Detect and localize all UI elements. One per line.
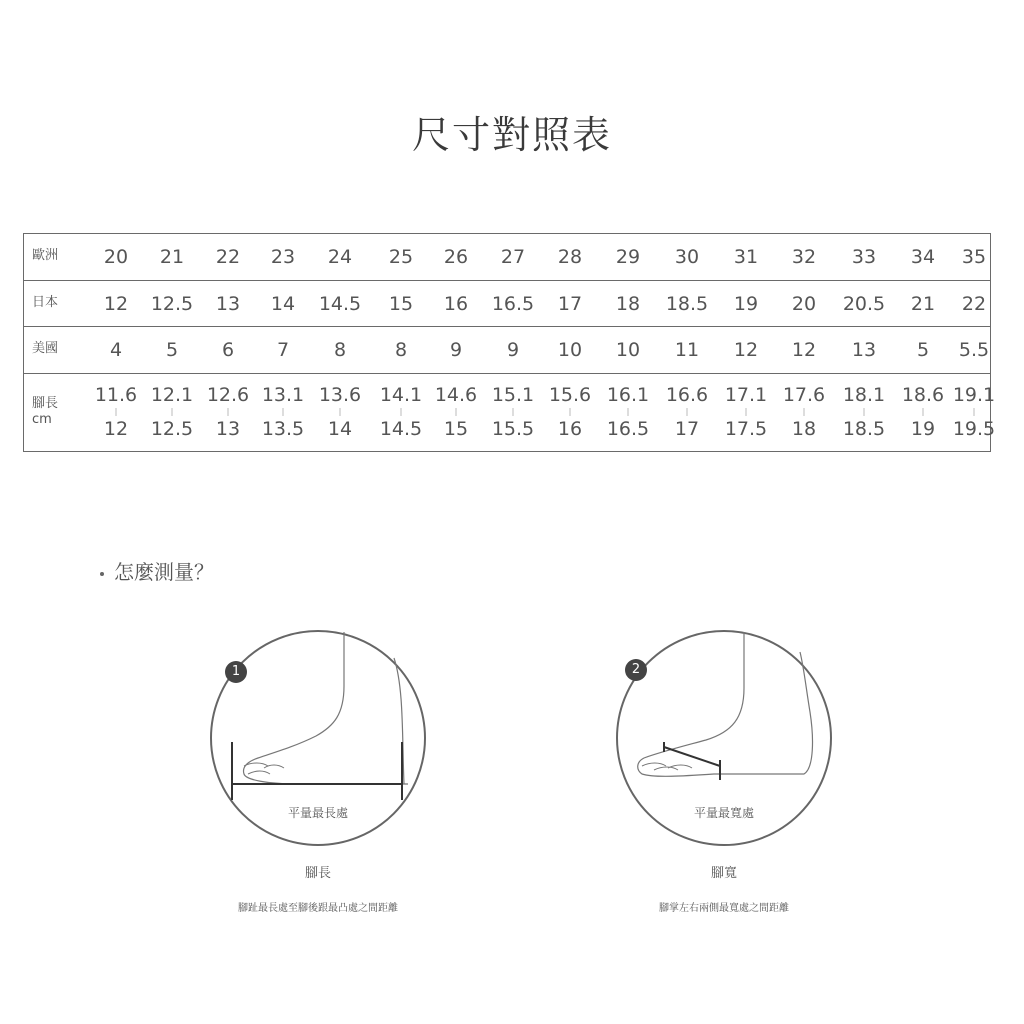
table-cell: 22 (961, 293, 987, 315)
foot-length-max: 17 (674, 418, 700, 440)
foot-length-min: 18.6 (901, 384, 945, 406)
table-cell: 9 (449, 339, 463, 361)
foot-length-max: 12.5 (150, 418, 194, 440)
table-cell: 22 (215, 246, 241, 268)
table-cell: 26 (443, 246, 469, 268)
inner-label-length: 平量最長處 (287, 806, 349, 820)
foot-length-min: 16.6 (665, 384, 709, 406)
foot-length-min: 18.1 (842, 384, 886, 406)
range-tick (628, 408, 629, 416)
foot-length-max: 12 (103, 418, 129, 440)
row-japan (24, 280, 990, 327)
page-title: 尺寸對照表 (411, 113, 612, 157)
table-cell: 12 (791, 339, 817, 361)
range-tick (401, 408, 402, 416)
caption-foot-length: 腳長 (304, 866, 332, 881)
table-cell: 24 (327, 246, 353, 268)
foot-length-max: 17.5 (724, 418, 768, 440)
foot-length-min: 12.6 (206, 384, 250, 406)
foot-length-min: 14.1 (379, 384, 423, 406)
foot-width-illustration (614, 628, 834, 848)
inner-label-width: 平量最寬處 (693, 806, 755, 820)
range-tick (804, 408, 805, 416)
row-europe (24, 234, 990, 280)
range-tick (228, 408, 229, 416)
foot-length-max: 13 (215, 418, 241, 440)
range-tick (283, 408, 284, 416)
table-cell: 34 (910, 246, 936, 268)
how-to-measure-text: 怎麼測量？ (114, 560, 214, 584)
table-cell: 18 (615, 293, 641, 315)
range-tick (687, 408, 688, 416)
foot-length-max: 13.5 (261, 418, 305, 440)
range-tick (172, 408, 173, 416)
table-cell: 19 (733, 293, 759, 315)
table-cell: 18.5 (665, 293, 709, 315)
foot-length-min: 13.1 (261, 384, 305, 406)
foot-length-min: 13.6 (318, 384, 362, 406)
foot-length-max: 16.5 (606, 418, 650, 440)
table-cell: 7 (276, 339, 290, 361)
foot-length-min: 17.1 (724, 384, 768, 406)
table-cell: 20 (103, 246, 129, 268)
table-cell: 33 (851, 246, 877, 268)
step-badge-1: 1 (225, 661, 247, 683)
table-cell: 6 (221, 339, 235, 361)
table-cell: 5 (916, 339, 930, 361)
table-cell: 13 (851, 339, 877, 361)
table-cell: 15 (388, 293, 414, 315)
table-cell: 5 (165, 339, 179, 361)
row-label: 美國 (32, 341, 59, 356)
foot-length-max: 18.5 (842, 418, 886, 440)
range-tick (513, 408, 514, 416)
row-label: 腳長 (32, 396, 59, 411)
range-tick (923, 408, 924, 416)
row-unit-label: cm (32, 412, 52, 427)
row-foot-length (24, 373, 996, 454)
table-cell: 12.5 (150, 293, 194, 315)
table-cell: 13 (215, 293, 241, 315)
table-cell: 9 (506, 339, 520, 361)
how-to-measure-heading (100, 556, 214, 585)
foot-length-max: 19.5 (952, 418, 996, 440)
range-tick (456, 408, 457, 416)
table-cell: 31 (733, 246, 759, 268)
table-cell: 30 (674, 246, 700, 268)
foot-length-max: 16 (557, 418, 583, 440)
foot-length-min: 14.6 (434, 384, 478, 406)
description-foot-length: 腳趾最長處至腳後跟最凸處之間距離 (238, 903, 398, 914)
table-cell: 25 (388, 246, 414, 268)
foot-length-min: 19.1 (952, 384, 996, 406)
table-cell: 11 (674, 339, 700, 361)
foot-length-min: 17.6 (782, 384, 826, 406)
step-badge-2: 2 (625, 659, 647, 681)
table-cell: 23 (270, 246, 296, 268)
foot-length-min: 16.1 (606, 384, 650, 406)
table-cell: 20 (791, 293, 817, 315)
row-label: 日本 (32, 295, 59, 310)
range-tick (340, 408, 341, 416)
foot-length-min: 15.6 (548, 384, 592, 406)
row-label: 歐洲 (32, 248, 59, 263)
table-cell: 27 (500, 246, 526, 268)
row-usa (24, 326, 990, 374)
range-tick (116, 408, 117, 416)
foot-length-illustration (208, 628, 428, 848)
table-cell: 10 (615, 339, 641, 361)
table-cell: 20.5 (842, 293, 886, 315)
foot-length-max: 14.5 (379, 418, 423, 440)
table-cell: 21 (159, 246, 185, 268)
table-cell: 8 (394, 339, 408, 361)
table-cell: 12 (103, 293, 129, 315)
table-cell: 14 (270, 293, 296, 315)
size-chart-table (23, 233, 996, 452)
table-cell: 14.5 (318, 293, 362, 315)
range-tick (974, 408, 975, 416)
foot-length-max: 18 (791, 418, 817, 440)
table-cell: 8 (333, 339, 347, 361)
table-cell: 17 (557, 293, 583, 315)
table-cell: 32 (791, 246, 817, 268)
table-cell: 5.5 (958, 339, 990, 361)
foot-length-min: 15.1 (491, 384, 535, 406)
table-cell: 10 (557, 339, 583, 361)
bullet-icon (100, 572, 104, 576)
foot-length-min: 12.1 (150, 384, 194, 406)
range-tick (864, 408, 865, 416)
description-foot-width: 腳掌左右兩側最寬處之間距離 (659, 903, 789, 914)
caption-foot-width: 腳寬 (710, 866, 738, 881)
foot-length-max: 15.5 (491, 418, 535, 440)
table-cell: 16 (443, 293, 469, 315)
table-cell: 16.5 (491, 293, 535, 315)
table-cell: 29 (615, 246, 641, 268)
foot-length-max: 19 (910, 418, 936, 440)
range-tick (570, 408, 571, 416)
table-cell: 35 (961, 246, 987, 268)
table-cell: 4 (109, 339, 123, 361)
table-cell: 21 (910, 293, 936, 315)
table-cell: 28 (557, 246, 583, 268)
foot-length-max: 14 (327, 418, 353, 440)
range-tick (746, 408, 747, 416)
foot-length-min: 11.6 (94, 384, 138, 406)
table-cell: 12 (733, 339, 759, 361)
foot-length-max: 15 (443, 418, 469, 440)
